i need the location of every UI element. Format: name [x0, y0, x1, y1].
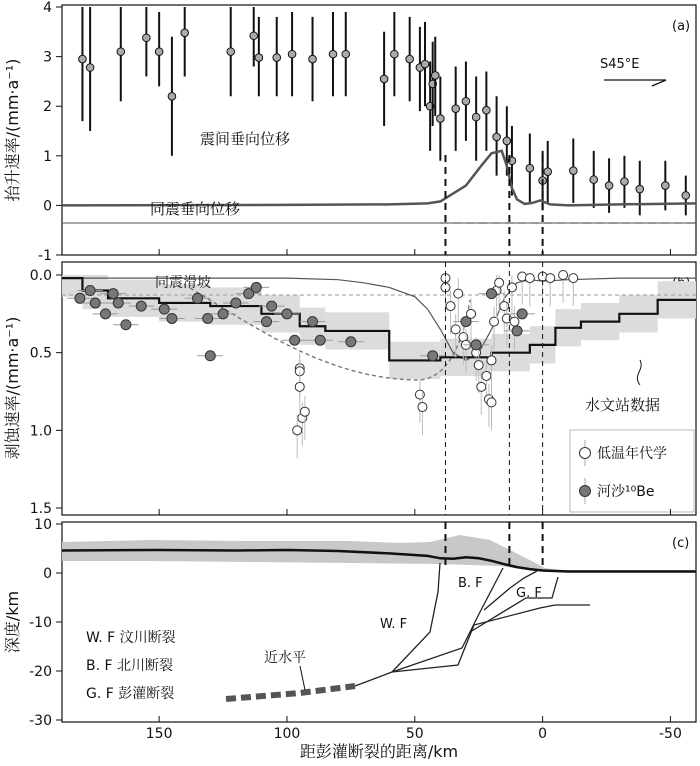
thermochronology-point	[293, 426, 302, 435]
c-y-tick-label: 10	[34, 517, 52, 533]
thermochronology-point	[546, 274, 555, 283]
interseismic-point	[168, 92, 176, 100]
be10-point	[512, 326, 522, 336]
legend-be10-label: 河沙¹⁰Be	[597, 484, 655, 500]
bf-label: B. F	[458, 576, 483, 591]
legend-bf: B. F 北川断裂	[86, 658, 174, 674]
be10-point	[113, 298, 123, 308]
interseismic-point	[86, 64, 94, 72]
a-y-tick-label: 3	[43, 49, 52, 66]
be10-point	[121, 320, 131, 330]
interseismic-label: 震间垂向位移	[200, 130, 291, 148]
interseismic-points	[79, 7, 690, 215]
c-y-tick-label: -30	[29, 713, 52, 729]
interseismic-point	[636, 185, 644, 193]
thermochronology-point	[490, 317, 499, 326]
be10-point	[136, 301, 146, 311]
interseismic-point	[605, 182, 613, 190]
interseismic-point	[590, 176, 598, 184]
be10-point	[203, 313, 213, 323]
interseismic-point	[431, 72, 439, 80]
panel-c-y-ticks	[29, 517, 62, 729]
interseismic-point	[227, 48, 235, 56]
panel-c-label: (c)	[672, 536, 690, 551]
be10-point	[159, 304, 169, 314]
c-y-tick-label: -10	[29, 615, 52, 631]
legend-open-marker	[580, 448, 591, 459]
be10-point	[267, 301, 277, 311]
c-y-tick-label: 0	[43, 566, 52, 582]
thermochronology-point	[418, 403, 427, 412]
be10-point	[218, 309, 228, 319]
panel-a	[3, 0, 696, 264]
b-y-tick-label: 0.5	[29, 345, 52, 362]
thermochronology-point	[477, 382, 486, 391]
interseismic-point	[79, 55, 87, 63]
a-y-tick-label: 1	[43, 148, 52, 165]
interseismic-point	[255, 54, 263, 62]
interseismic-point	[406, 55, 414, 63]
be10-point	[290, 335, 300, 345]
panel-b-ylabel: 剥蚀速率/(mm·a⁻¹)	[3, 316, 22, 460]
thermochronology-point	[510, 317, 519, 326]
be10-point	[75, 293, 85, 303]
hydro-label: 水文站数据	[585, 396, 661, 414]
beichuan-fault	[392, 568, 503, 672]
a-y-tick-label: -1	[38, 248, 52, 264]
thermochronology-point	[415, 390, 424, 399]
interseismic-point	[273, 54, 281, 62]
thermochronology-point	[569, 274, 578, 283]
x-tick-label: 0	[538, 726, 548, 742]
wf-label: W. F	[380, 617, 408, 632]
be10-point	[251, 282, 261, 292]
legend-thermo-label: 低温年代学	[597, 446, 667, 462]
be10-point	[346, 337, 356, 347]
thermochronology-point	[295, 382, 304, 391]
landslide-label: 同震滑坡	[155, 275, 211, 291]
interseismic-point	[483, 106, 491, 114]
x-tick-label: 50	[405, 726, 424, 742]
interseismic-point	[452, 105, 460, 113]
coseismic-label: 同震垂向位移	[150, 200, 241, 218]
be10-point	[167, 313, 177, 323]
b-y-tick-label: 1.0	[29, 423, 52, 440]
be10-point	[517, 309, 527, 319]
interseismic-point	[380, 75, 388, 83]
near-horizontal-detachment	[226, 686, 355, 699]
thermochronology-point	[487, 398, 496, 407]
coseismic-vertical-line	[62, 151, 696, 206]
thermochronology-point	[487, 356, 496, 365]
be10-point	[486, 289, 496, 299]
panel-c	[3, 517, 696, 729]
thermochronology-point	[474, 361, 483, 370]
interseismic-point	[682, 192, 690, 200]
be10-point	[100, 309, 110, 319]
panel-a-label: (a)	[672, 19, 691, 34]
interseismic-point	[621, 178, 629, 186]
panel-a-y-ticks	[38, 0, 62, 264]
legend-gf: G. F 彭灌断裂	[86, 686, 175, 702]
b-y-tick-label: 1.5	[29, 501, 52, 517]
be10-point	[108, 289, 118, 299]
interseismic-point	[662, 182, 670, 190]
thermochronology-point	[559, 271, 568, 280]
interseismic-point	[437, 115, 445, 123]
hydro-pointer	[637, 360, 641, 385]
thermochronology-point	[446, 302, 455, 311]
be10-point	[192, 293, 202, 303]
x-tick-label: 100	[273, 726, 301, 742]
a-y-tick-label: 4	[43, 0, 52, 16]
be10-point	[471, 340, 481, 350]
legend-filled-marker	[580, 486, 591, 497]
be10-point	[205, 351, 215, 361]
interseismic-point	[503, 137, 511, 145]
interseismic-point	[143, 34, 151, 42]
interseismic-point	[472, 113, 480, 121]
interseismic-point	[421, 60, 429, 68]
be10-point	[308, 317, 318, 327]
interseismic-point	[288, 50, 296, 58]
interseismic-point	[309, 55, 317, 63]
thermochronology-point	[300, 407, 309, 416]
x-tick-label: 150	[145, 726, 173, 742]
be10-point	[90, 298, 100, 308]
interseismic-point	[181, 29, 189, 37]
panel-a-ylabel: 抬升速率/(mm·a⁻¹)	[3, 58, 22, 202]
interseismic-point	[462, 97, 470, 105]
gf-label: G. F	[516, 586, 542, 601]
thermochronology-point	[525, 274, 534, 283]
be10-point	[85, 286, 95, 296]
interseismic-point	[526, 164, 534, 172]
thermochronology-point	[507, 283, 516, 292]
be10-point	[231, 298, 241, 308]
panel-b-y-ticks	[30, 268, 62, 517]
a-y-tick-label: 0	[43, 198, 52, 215]
c-y-tick-label: -20	[29, 664, 52, 680]
be10-point	[262, 317, 272, 327]
interseismic-point	[569, 167, 577, 175]
b-y-tick-label: 0.0	[29, 268, 52, 284]
interseismic-point	[493, 133, 501, 141]
be10-point	[461, 317, 471, 327]
thermochronology-point	[454, 289, 463, 298]
x-axis-label: 距彭灌断裂的距离/km	[299, 742, 459, 761]
legend-wf: W. F 汶川断裂	[86, 630, 176, 646]
panel-b	[3, 262, 696, 517]
orientation-arrow	[604, 80, 666, 86]
orientation-label: S45°E	[600, 57, 640, 72]
interseismic-point	[342, 50, 350, 58]
interseismic-point	[329, 50, 337, 58]
be10-point	[282, 309, 292, 319]
thermochronology-point	[451, 325, 460, 334]
be10-point	[428, 351, 438, 361]
panel-c-ylabel: 深度/km	[3, 590, 22, 654]
be10-point	[315, 335, 325, 345]
thermochronology-point	[482, 371, 491, 380]
thermochronology-point	[495, 278, 504, 287]
interseismic-point	[155, 48, 163, 56]
interseismic-point	[250, 32, 258, 40]
near-horizontal-label: 近水平	[264, 650, 306, 666]
panel-b-legend	[570, 430, 694, 512]
interseismic-point	[544, 168, 552, 176]
a-y-tick-label: 2	[43, 99, 52, 116]
near-horizontal-pointer	[300, 666, 305, 690]
interseismic-point	[117, 48, 125, 56]
x-tick-label: -50	[658, 726, 682, 742]
interseismic-point	[391, 50, 399, 58]
thermochronology-point	[500, 302, 509, 311]
